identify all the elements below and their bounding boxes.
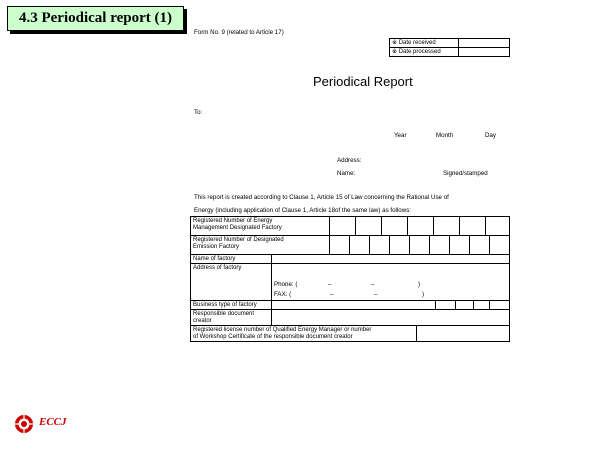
phone-dash-1: – bbox=[328, 281, 332, 288]
day-label: Day bbox=[485, 132, 497, 139]
row-name-of-factory bbox=[191, 255, 509, 264]
date-processed-field[interactable] bbox=[459, 48, 510, 57]
fax-dash-1: – bbox=[330, 291, 334, 298]
form-number: Form No. 9 (related to Article 17) bbox=[194, 29, 284, 36]
row-label: Registered license number of Qualified Energy Manager or number of Workshop Certificate of the responsible document creator bbox=[193, 327, 372, 340]
month-label: Month bbox=[436, 132, 454, 139]
year-label: Year bbox=[394, 132, 407, 139]
phone-label: Phone: ( bbox=[274, 281, 298, 288]
row-business-type bbox=[191, 301, 509, 310]
eccj-logo-icon bbox=[14, 414, 34, 434]
fax-label: FAX: ( bbox=[274, 291, 292, 298]
row-label: Business type of factory bbox=[193, 302, 257, 308]
address-label: Address: bbox=[337, 157, 362, 164]
date-box bbox=[389, 38, 510, 57]
intro-text-line-2: Energy (including application of Clause 1, Article 18of the same law) as follows: bbox=[194, 207, 412, 214]
row-label: Name of factory bbox=[193, 256, 236, 262]
phone-close-paren: ) bbox=[418, 281, 421, 288]
row-label: Registered Number of Designated Emission Factory bbox=[193, 237, 284, 250]
factory-info-table bbox=[190, 216, 510, 342]
date-received-field[interactable] bbox=[459, 39, 510, 48]
name-label: Name: bbox=[337, 170, 356, 177]
row-label: Address of factory bbox=[193, 265, 242, 271]
eccj-logo-text: ECCJ bbox=[39, 416, 67, 428]
to-label: To: bbox=[194, 109, 203, 116]
row-energy-management-number bbox=[191, 217, 509, 236]
row-address-of-factory bbox=[191, 264, 509, 301]
date-received-label: ※ Date received bbox=[390, 39, 459, 48]
fax-close-paren: ) bbox=[422, 291, 425, 298]
report-title: Periodical Report bbox=[313, 74, 413, 89]
slide-title: 4.3 Periodical report (1) bbox=[7, 6, 184, 31]
date-processed-label: ※ Date processed bbox=[390, 48, 459, 57]
signed-label: Signed/stamped bbox=[443, 170, 488, 177]
row-license-number bbox=[191, 326, 509, 342]
row-label: Registered Number of Energy Management Designated Factory bbox=[193, 218, 282, 231]
phone-dash-2: – bbox=[371, 281, 375, 288]
row-label: Responsible document creator bbox=[193, 311, 255, 324]
row-responsible-document-creator bbox=[191, 310, 509, 326]
intro-text-line-1: This report is created according to Clause 1, Article 15 of Law concerning the Rational Use of bbox=[194, 194, 449, 201]
row-emission-factory-number bbox=[191, 236, 509, 255]
fax-dash-2: – bbox=[374, 291, 378, 298]
